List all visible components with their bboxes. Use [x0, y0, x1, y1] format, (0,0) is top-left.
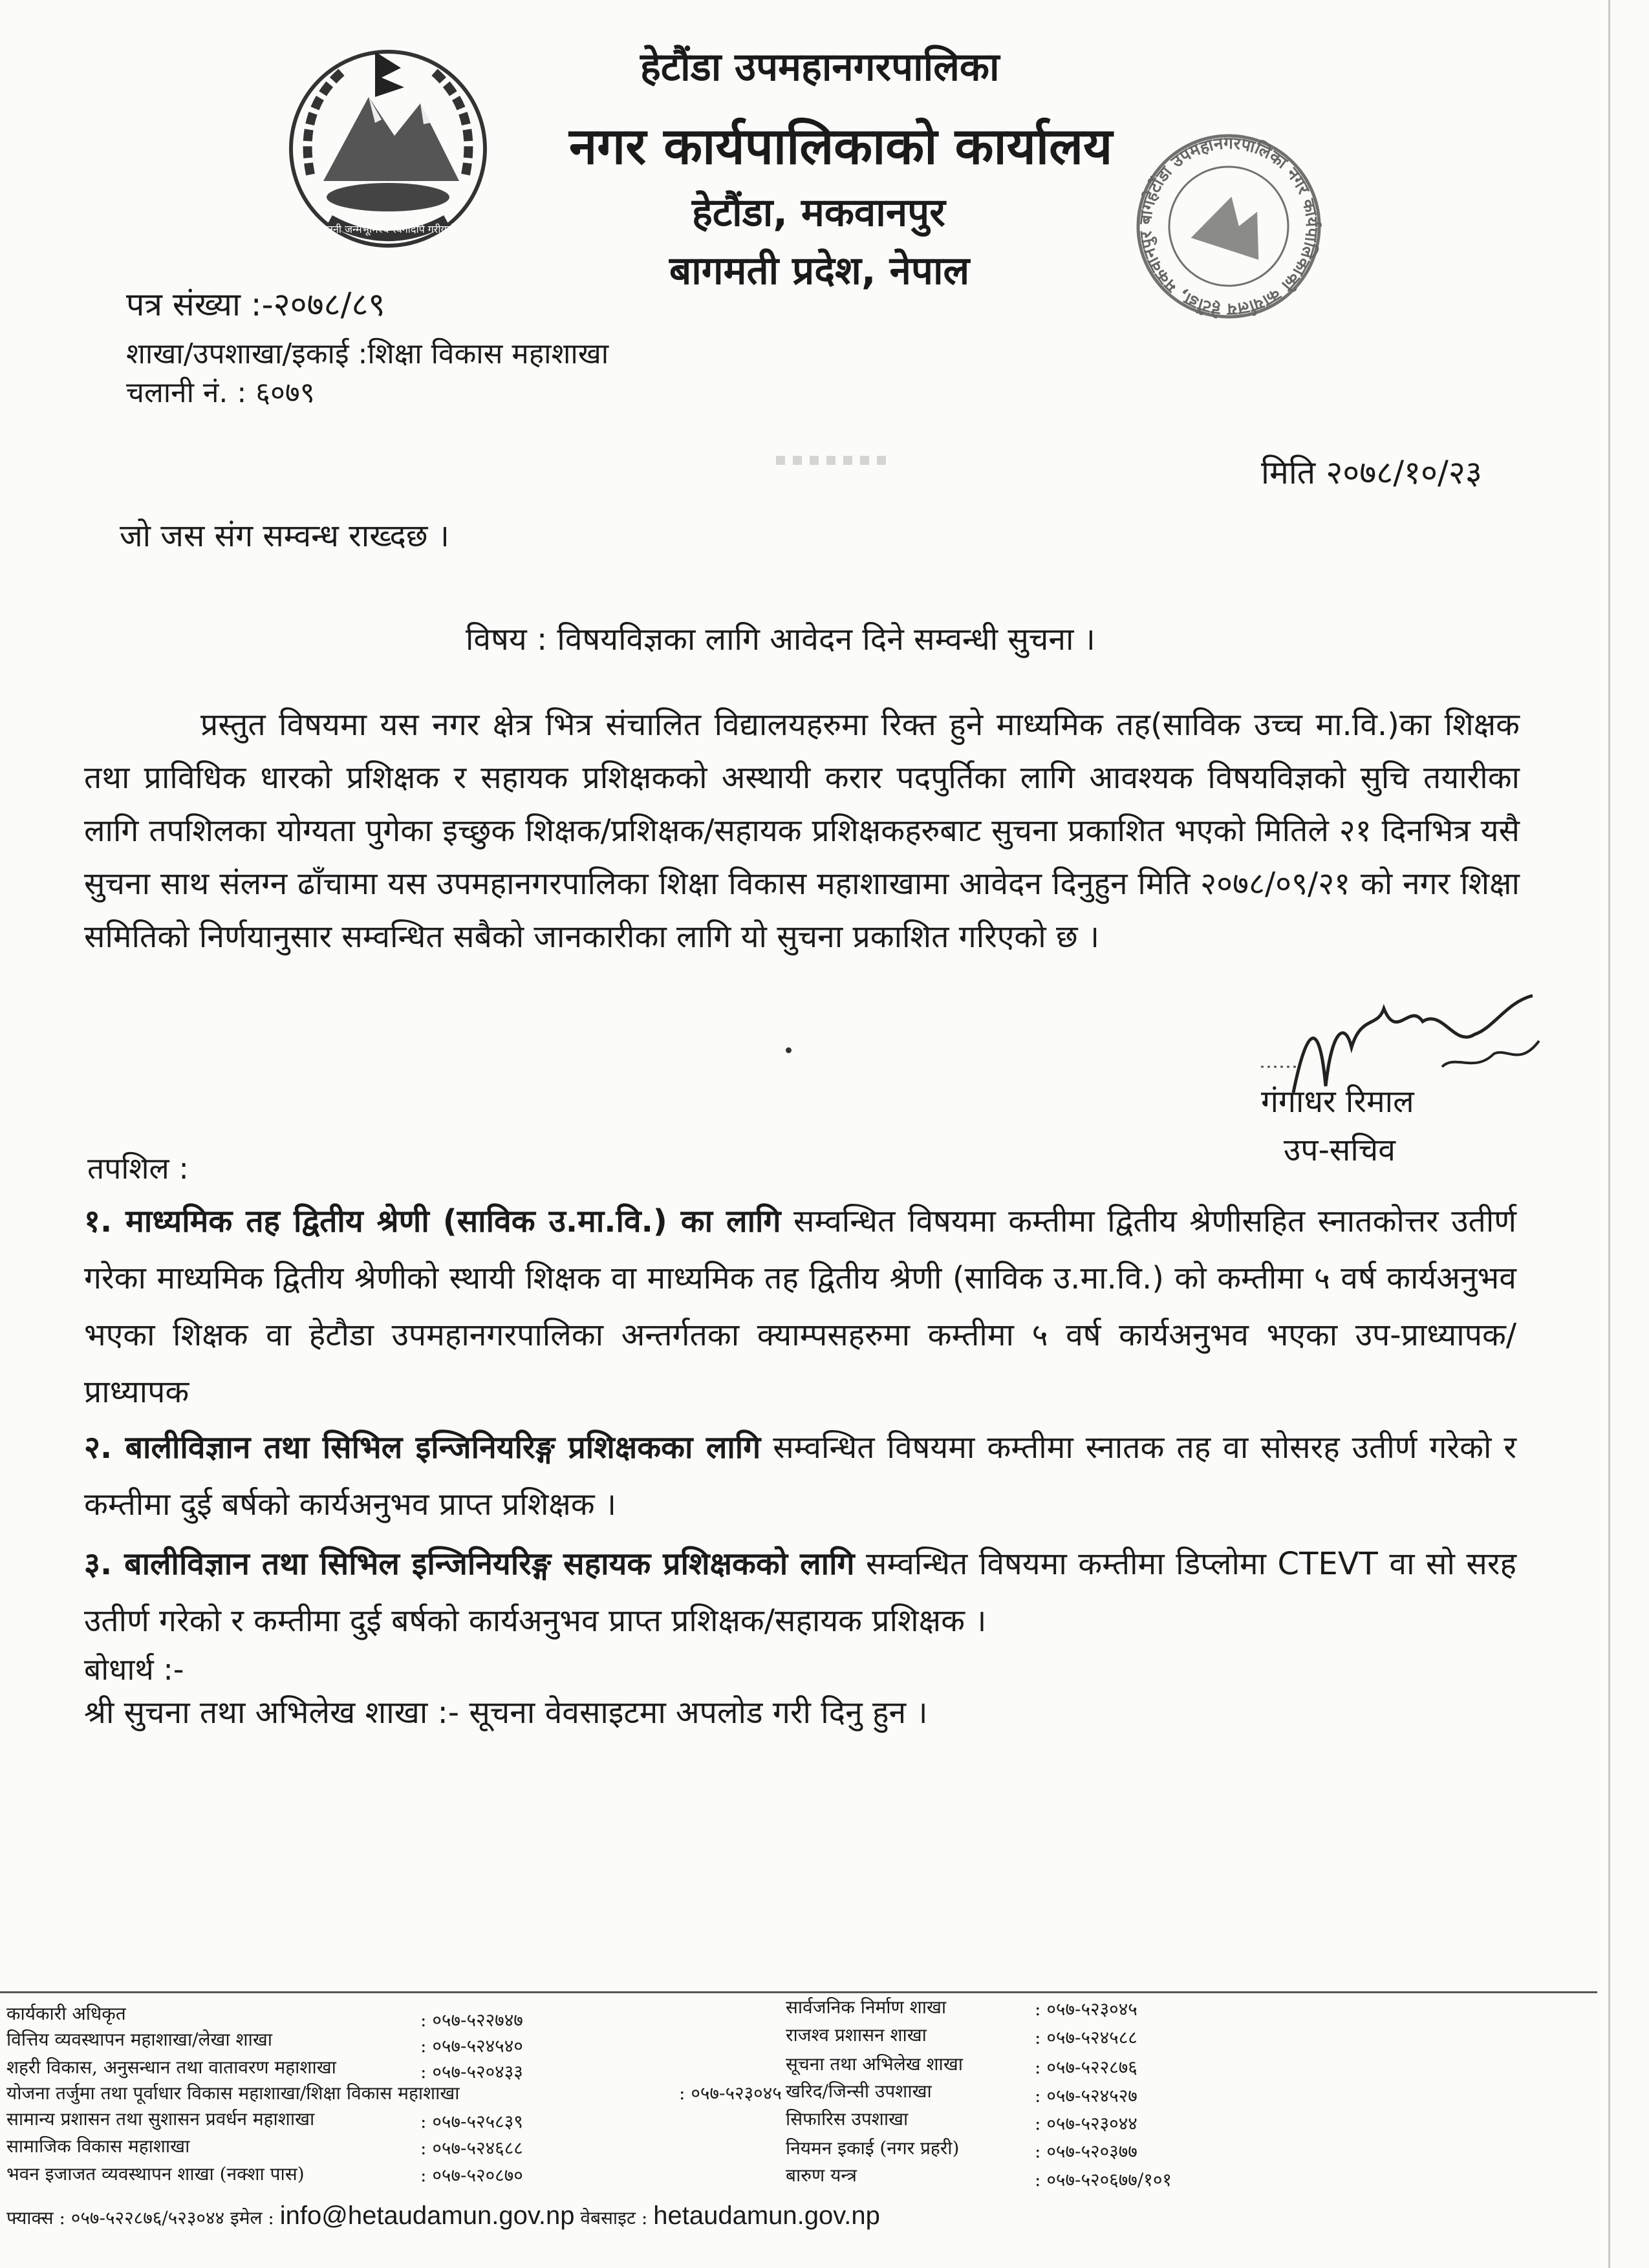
- footer-phone: : ०५७-५२३०४५: [1035, 1998, 1137, 2020]
- footer-dept-name: सार्वजनिक निर्माण शाखा: [786, 1996, 947, 2018]
- footer-dept-name: भवन इजाजत व्यवस्थापन शाखा (नक्शा पास): [6, 2163, 305, 2185]
- schedule-item-text: सम्वन्धित विषयमा कम्तीमा डिप्लोमा CTEVT वा सो सरह उतीर्ण गरेको र कम्तीमा दुई बर्षको कार्यअनुभव प्राप्त प्रशिक्षक/सहायक प्रशिक्षक ।: [84, 1546, 1516, 1639]
- schedule-item: [84, 1419, 1516, 1533]
- schedule-item-heading: ३. बालीविज्ञान तथा सिभिल इन्जिनियरिङ्ग सहायक प्रशिक्षकको लागि: [84, 1546, 855, 1582]
- schedule-label: तपशिल :: [87, 1151, 189, 1186]
- footer-dept-name: वित्तिय व्यवस्थापन महाशाखा/लेखा शाखा: [6, 2029, 273, 2050]
- scan-edge-line: [1608, 0, 1610, 2268]
- footer-phone: : ०५७-५२४५४०: [420, 2035, 523, 2057]
- footer-phone: : ०५७-५२२७४७: [420, 2009, 523, 2031]
- schedule-item: [84, 1193, 1516, 1420]
- office-address-line: हेटौंडा, मकवानपुर: [692, 190, 945, 235]
- schedule-item-text: सम्वन्धित विषयमा कम्तीमा स्नातक तह वा सोसरह उतीर्ण गरेको र कम्तीमा दुई बर्षको कार्यअनुभव प्राप्त प्रशिक्षक ।: [84, 1429, 1516, 1523]
- nepal-emblem-icon: [272, 26, 504, 265]
- footer-dept-name: खरिद/जिन्सी उपशाखा: [786, 2081, 932, 2102]
- letter-date: मिति २०७८/१०/२३: [1261, 454, 1482, 491]
- footer-dept-name: राजश्व प्रशासन शाखा: [786, 2024, 927, 2046]
- footer-website-link[interactable]: hetaudamun.gov.np: [653, 2201, 880, 2230]
- footer-phone: : ०५७-५२३०४५: [679, 2082, 782, 2104]
- letter-branch: शाखा/उपशाखा/इकाई :शिक्षा विकास महाशाखा: [126, 337, 609, 370]
- footer-phone: : ०५७-५२०६७७/१०१: [1035, 2169, 1172, 2190]
- stamp-text: हेटौंडा उपमहानगरपालिका नगर कार्यपालिकाको कार्यालय हेटौंडा, मकवानपुर बागमती: [1136, 133, 1322, 319]
- cc-label: बोधार्थ :-: [84, 1652, 184, 1687]
- schedule-item: [84, 1535, 1516, 1649]
- dispatch-number: चलानी नं. : ६०७९: [126, 376, 315, 409]
- faded-mark: [776, 456, 892, 465]
- footer-website-label: वेबसाइट :: [580, 2207, 648, 2229]
- footer-dept-name: योजना तर्जुमा तथा पूर्वाधार विकास महाशाखा/शिक्षा विकास महाशाखा: [6, 2082, 460, 2104]
- schedule-item-heading: १. माध्यमिक तह द्वितीय श्रेणी (साविक उ.मा.वि.) का लागि: [84, 1203, 781, 1239]
- letter-ref-number: पत्र संख्या :-२०७८/८९: [126, 286, 385, 323]
- office-name-line2: नगर कार्यपालिकाको कार्यालय: [569, 118, 1113, 176]
- footer-contact-line: [6, 2201, 880, 2231]
- footer-dept-name: बारुण यन्त्र: [786, 2165, 857, 2186]
- footer-phone: : ०५७-५२४५८८: [1035, 2027, 1137, 2048]
- salutation: जो जस संग सम्वन्ध राख्दछ ।: [120, 518, 449, 554]
- footer-phone: : ०५७-५२४६८८: [420, 2137, 523, 2159]
- footer-dept-name: सिफारिस उपशाखा: [786, 2108, 909, 2130]
- office-province-line: बागमती प्रदेश, नेपाल: [669, 248, 970, 294]
- footer-divider: [0, 1991, 1597, 1993]
- footer-dept-name: शहरी विकास, अनुसन्धान तथा वातावरण महाशाखा: [6, 2057, 336, 2078]
- footer-dept-name: सामाजिक विकास महाशाखा: [6, 2135, 190, 2157]
- footer-dept-name: सामान्य प्रशासन तथा सुशासन प्रवर्धन महाशाखा: [6, 2108, 315, 2130]
- footer-dept-name: सूचना तथा अभिलेख शाखा: [786, 2053, 963, 2075]
- footer-phone: : ०५७-५२३०४४: [1035, 2113, 1137, 2134]
- footer-email-link[interactable]: info@hetaudamun.gov.np: [279, 2201, 575, 2230]
- footer-phone: : ०५७-५२०८७०: [420, 2165, 523, 2186]
- schedule-item-text: सम्वन्धित विषयमा कम्तीमा द्वितीय श्रेणीसहित स्नातकोत्तर उतीर्ण गरेका माध्यमिक द्वितीय श्रेणीको स्थायी शिक्षक वा माध्यमिक तह द्वितीय श्रेणी (साविक उ.मा.वि.) को कम्तीमा ५ वर्ष कार्यअनुभव भएका शिक्षक वा हेटौडा उपमहानगरपालिका अन्तर्गतका क्याम्पसहरुमा कम्तीमा ५ वर्ष कार्यअनुभव भएका उप-प्राध्यापक/प्राध्यापक: [84, 1203, 1516, 1410]
- signatory-name: गंगाधर रिमाल: [1261, 1084, 1414, 1120]
- cc-line: श्री सुचना तथा अभिलेख शाखा :- सूचना वेवसाइटमा अपलोड गरी दिनु हुन ।: [84, 1695, 928, 1731]
- footer-dept-name: कार्यकारी अधिकृत: [6, 2003, 126, 2024]
- footer-fax: फ्याक्स : ०५७-५२२८७६/५२३०४४ इमेल :: [6, 2207, 274, 2229]
- dot-mark: [786, 1047, 792, 1053]
- footer-phone: : ०५७-५२४५२७: [1035, 2085, 1137, 2106]
- body-paragraph: प्रस्तुत विषयमा यस नगर क्षेत्र भित्र संचालित विद्यालयहरुमा रिक्त हुने माध्यमिक तह(साविक उच्च मा.वि.)का शिक्षक तथा प्राविधिक धारको प्रशिक्षक र सहायक प्रशिक्षकको अस्थायी करार पदपुर्तिका लागि आवश्यक विषयविज्ञको सुचि तयारीका लागि तपशिलका योग्यता पुगेका इच्छुक शिक्षक/प्रशिक्षक/सहायक प्रशिक्षकहरुबाट सुचना प्रकाशित भएको मितिले २१ दिनभित्र यसै सुचना साथ संलग्न ढाँचामा यस उपमहानगरपालिका शिक्षा विकास महाशाखामा आवेदन दिनुहुन मिति २०७८/०९/२१ को नगर शिक्षा समितिको निर्णयानुसार सम्वन्धित सबैको जानकारीका लागि यो सुचना प्रकाशित गरिएको छ ।: [84, 707, 1520, 955]
- footer-phone: : ०५७-५२५८३९: [420, 2111, 523, 2132]
- footer-phone: : ०५७-५२०४३३: [420, 2061, 523, 2082]
- signatory-title: उप-सचिव: [1284, 1132, 1396, 1168]
- emblem-motto: जननी जन्मभूमिश्च स्वर्गादपि गरीयसी: [319, 223, 457, 235]
- footer-phone: : ०५७-५२२८७६: [1035, 2057, 1137, 2078]
- schedule-item-heading: २. बालीविज्ञान तथा सिभिल इन्जिनियरिङ्ग प्रशिक्षकका लागि: [84, 1429, 761, 1466]
- office-seal-stamp-icon: [1112, 120, 1345, 333]
- footer-phone: : ०५७-५२०३७७: [1035, 2141, 1137, 2162]
- footer-dept-name: नियमन इकाई (नगर प्रहरी): [786, 2137, 960, 2159]
- letter-subject: विषय : विषयविज्ञका लागि आवेदन दिने सम्वन्धी सुचना ।: [466, 621, 1095, 658]
- office-name-line1: हेटौंडा उपमहानगरपालिका: [640, 45, 1000, 90]
